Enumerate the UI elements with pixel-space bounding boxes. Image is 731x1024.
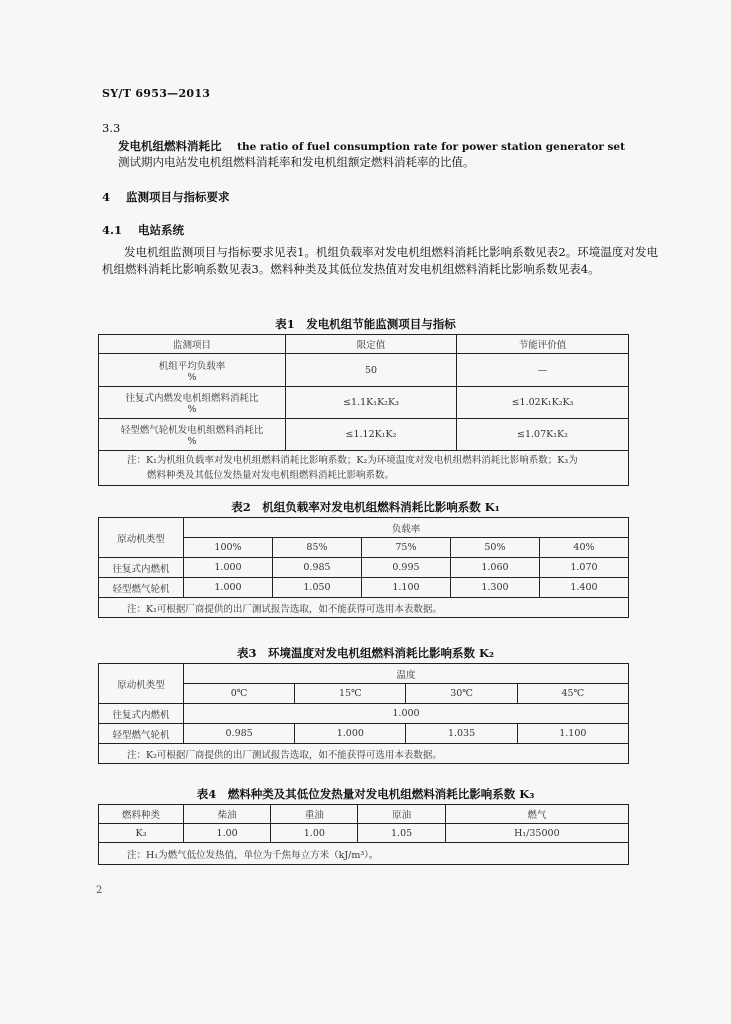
table4-caption: 表4 燃料种类及其低位发热量对发电机组燃料消耗比影响系数 K₃ — [196, 787, 535, 801]
term-heading — [118, 138, 625, 155]
table3-cell: 1.035 — [406, 724, 517, 744]
table3-cell: 0.985 — [184, 724, 295, 744]
table3-cell: 1.000 — [295, 724, 406, 744]
table1-header-item: 监测项目 — [99, 335, 286, 354]
table3-row-label: 往复式内燃机 — [99, 704, 184, 724]
table2 — [98, 517, 629, 618]
table2-col-header: 85% — [272, 538, 361, 558]
table2-col-header: 40% — [539, 538, 628, 558]
table-row — [99, 824, 629, 843]
section-4-title: 监测项目与指标要求 — [126, 190, 230, 204]
table3-note-row — [99, 744, 629, 764]
table3-caption: 表3 环境温度对发电机组燃料消耗比影响系数 K₂ — [236, 646, 495, 660]
page-number: 2 — [96, 885, 103, 896]
table4-header: 燃料种类 — [99, 805, 184, 824]
table1-cell-item: 机组平均负载率 % — [99, 354, 286, 387]
table4-header: 燃气 — [445, 805, 628, 824]
table3-cell: 1.100 — [517, 724, 628, 744]
term-cn: 发电机组燃料消耗比 — [118, 139, 222, 153]
table1-cell-item: 轻型燃气轮机发电机组燃料消耗比 % — [99, 419, 286, 451]
section-4-1-heading — [102, 222, 184, 238]
table2-cell: 1.300 — [450, 578, 539, 598]
table2-cell: 1.000 — [184, 558, 273, 578]
section-4-1-paragraph: 发电机组监测项目与指标要求见表1。机组负载率对发电机组燃料消耗比影响系数见表2。环境温度对发电机组燃料消耗比影响系数见表3。燃料种类及其低位发热值对发电机组燃料消耗比影响系数见表4。 — [102, 245, 658, 276]
table4-cell: 1.00 — [271, 824, 358, 843]
table2-col-header: 50% — [450, 538, 539, 558]
table1-cell-limit: ≤1.12K₁K₂ — [286, 419, 457, 451]
table3-col-header: 0℃ — [184, 684, 295, 704]
table2-row-header: 原动机类型 — [99, 518, 184, 558]
table1-note: 注：K₁为机组负载率对发电机组燃料消耗比影响系数；K₂为环境温度对发电机组燃料消耗比影响系数；K₃为 燃料种类及其低位发热量对发电机组燃料消耗比影响系数。 — [99, 451, 629, 486]
section-number-3-3: 3.3 — [102, 121, 121, 135]
table1-note-row — [99, 451, 629, 486]
table3-col-header: 15℃ — [295, 684, 406, 704]
table3-row-header: 原动机类型 — [99, 664, 184, 704]
table-row — [99, 578, 629, 598]
table2-note-row — [99, 598, 629, 618]
table4-header: 重油 — [271, 805, 358, 824]
table4-row-label: K₃ — [99, 824, 184, 843]
table4-note: 注：H₁为燃气低位发热值，单位为千焦每立方米（kJ/m³）。 — [99, 843, 629, 865]
table3-col-header: 45℃ — [517, 684, 628, 704]
table1-cell-item: 往复式内燃发电机组燃料消耗比 % — [99, 387, 286, 419]
table2-cell: 1.070 — [539, 558, 628, 578]
table4-cell: H₁/35000 — [445, 824, 628, 843]
section-4-1-number: 4.1 — [102, 223, 123, 237]
table-row — [99, 724, 629, 744]
term-en: the ratio of fuel consumption rate for power station generator set — [237, 141, 625, 153]
table2-cell: 1.060 — [450, 558, 539, 578]
table2-caption: 表2 机组负载率对发电机组燃料消耗比影响系数 K₁ — [231, 500, 500, 514]
table2-cell: 1.050 — [272, 578, 361, 598]
table2-cell: 1.100 — [361, 578, 450, 598]
table1 — [98, 334, 629, 486]
table3-col-header: 30℃ — [406, 684, 517, 704]
table4-header: 原油 — [358, 805, 445, 824]
section-4-1-title: 电站系统 — [138, 223, 185, 237]
table3-note: 注：K₂可根据厂商提供的出厂测试报告选取，如不能获得可选用本表数据。 — [99, 744, 629, 764]
table-row — [99, 354, 629, 387]
table4-cell: 1.00 — [184, 824, 271, 843]
table1-cell-eval: ≤1.07K₁K₂ — [457, 419, 629, 451]
table3-row-label: 轻型燃气轮机 — [99, 724, 184, 744]
term-definition: 测试期内电站发电机组燃料消耗率和发电机组额定燃料消耗率的比值。 — [118, 155, 475, 169]
table2-cell: 0.985 — [272, 558, 361, 578]
table2-cell: 1.400 — [539, 578, 628, 598]
table1-header-eval: 节能评价值 — [457, 335, 629, 354]
table1-cell-limit: ≤1.1K₁K₂K₃ — [286, 387, 457, 419]
table4-note-row — [99, 843, 629, 865]
table4-cell: 1.05 — [358, 824, 445, 843]
table3-group-header: 温度 — [184, 664, 629, 684]
table2-group-header: 负载率 — [184, 518, 629, 538]
table1-cell-eval: ≤1.02K₁K₂K₃ — [457, 387, 629, 419]
table2-col-header: 75% — [361, 538, 450, 558]
table1-cell-limit: 50 — [286, 354, 457, 387]
section-4-number: 4 — [102, 190, 111, 204]
table-row — [99, 419, 629, 451]
standard-code: SY/T 6953—2013 — [102, 87, 211, 100]
table4 — [98, 804, 629, 865]
table-row — [99, 387, 629, 419]
section-4-heading — [102, 189, 230, 205]
table2-cell: 0.995 — [361, 558, 450, 578]
table-row — [99, 704, 629, 724]
table1-header-limit: 限定值 — [286, 335, 457, 354]
table1-caption: 表1 发电机组节能监测项目与指标 — [275, 317, 456, 331]
table3 — [98, 663, 629, 764]
table4-header: 柴油 — [184, 805, 271, 824]
table1-cell-eval: — — [457, 354, 629, 387]
table-row — [99, 558, 629, 578]
table2-row-label: 轻型燃气轮机 — [99, 578, 184, 598]
table2-col-header: 100% — [184, 538, 273, 558]
table2-note: 注：K₁可根据厂商提供的出厂测试报告选取，如不能获得可选用本表数据。 — [99, 598, 629, 618]
table2-cell: 1.000 — [184, 578, 273, 598]
table3-cell: 1.000 — [184, 704, 629, 724]
table2-row-label: 往复式内燃机 — [99, 558, 184, 578]
